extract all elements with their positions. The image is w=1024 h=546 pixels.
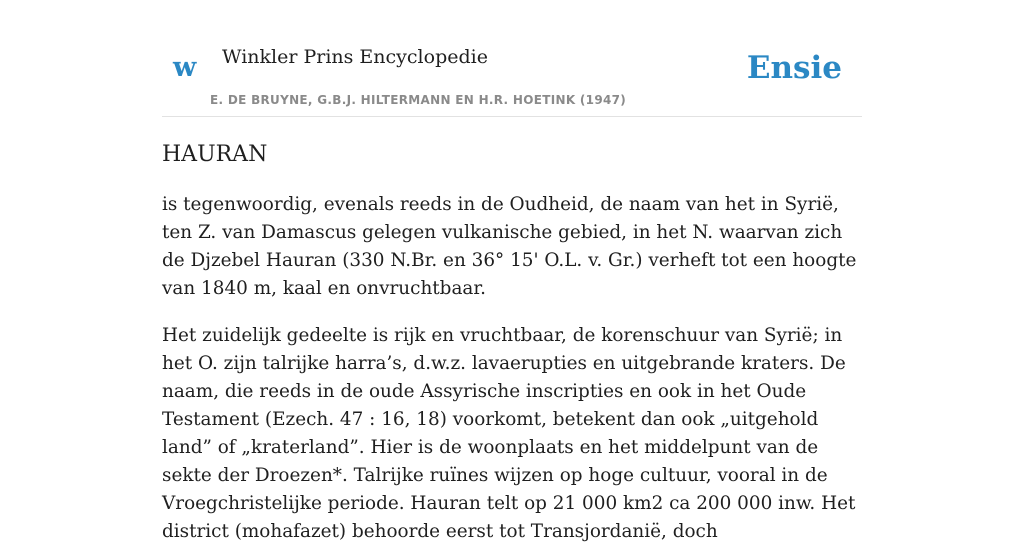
article-paragraph: Het zuidelijk gedeelte is rijk en vruchtbaar, de korenschuur van Syrië; in het O. zijn talrijke harra’s, d.w.z. lavaerupties en uitgebrande kraters. De naam, die reeds in de oude Assyrische inscripties en ook in het Oude Testament (Ezech. 47 : 16, 18) voorkomt, betekent dan ook „uitgehold land” of „kraterland”. Hier is de woonplaats en het middelpunt van de sekte der Droezen*. Talrijke ruïnes wijzen op hoge cultuur, vooral in de Vroegchristelijke periode. Hauran telt op 21 000 km2 ca 200 000 inw. Het district (mohafazet) behoorde eerst tot Transjordanië, doch <box>162 325 856 542</box>
source-authors: E. DE BRUYNE, G.B.J. HILTERMANN EN H.R. HOETINK (1947) <box>210 93 627 107</box>
article-body <box>162 140 862 546</box>
article-paragraph: is tegenwoordig, evenals reeds in de Oudheid, de naam van het in Syrië, ten Z. van Damascus gelegen vulkanische gebied, in het N. waarvan zich de Djzebel Hauran (330 N.Br. en 36° 15' O.L. v. Gr.) verheft tot een hoogte van 1840 m, kaal en onvruchtbaar. <box>162 194 857 299</box>
article-headword: HAURAN <box>162 142 268 167</box>
ensie-logo[interactable]: Ensie <box>746 50 842 86</box>
encyclopedia-header <box>162 40 862 117</box>
winkler-prins-logo[interactable]: w <box>173 52 197 83</box>
source-title[interactable]: Winkler Prins Encyclopedie <box>222 46 488 68</box>
